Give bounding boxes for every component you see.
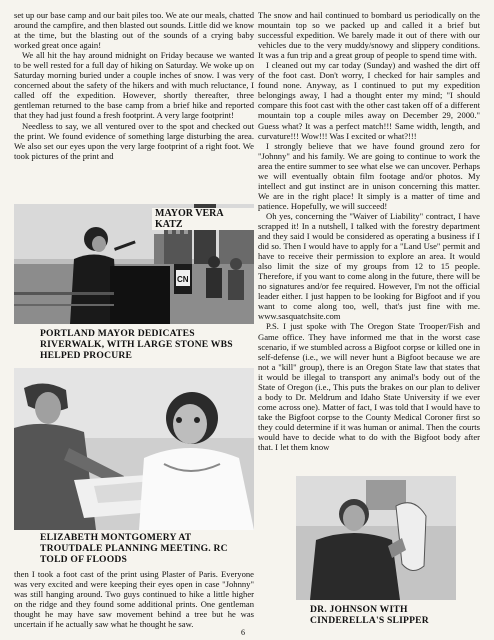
left-column-bottom-text xyxy=(14,569,254,629)
paragraph: P.S. I just spoke with The Oregon State Trooper/Fish and Game office. They have informed me that in the worst case scenario, if we stumbled across a Bigfoot corpse or killed one in self-defense (i.e., we will never hunt a Bigfoot because we are not a "kill" group), there is an Oregon State law that states that it would be illegal to transport any animal's body out of the State of Oregon (i.e., This puts the brakes on our plan to deliver a body to Dr. Meldrum and Idaho State University if we ever come across one). Matter of fact, I was told that I would have to take the Bigfoot corpse to the County Medical Coroner first so they could determine if it was human or animal. Then the courts would have to decide what to do with the Bigfoot body after that. I let them know xyxy=(258,321,480,453)
paragraph: Needless to say, we all ventured over to the spot and checked out the print. We found evidence of something large disturbing the area. We also set our eyes upon the very large footprint of a right foot. We took pictures of the print and xyxy=(14,120,254,161)
podium-sign: CN xyxy=(177,275,189,284)
paragraph: then I took a foot cast of the print using Plaster of Paris. Everyone was very excited and were keeping their eyes open in case "Johnny" was still hanging around. Two guys continued to hike a little higher on the ridge and they found some additional prints. One gentleman thought he may have saw movement behind a tree but he was uncertain if he actually saw what he thought he saw. xyxy=(14,569,254,630)
right-column-text xyxy=(258,10,480,452)
johnson-photo xyxy=(296,476,456,600)
paragraph: The snow and hail continued to bombard us periodically on the mountain top so we packed up and called it a brief but successful expedition. We barely made it out of there with our vehicles due to the very muddy/snowy and slippery conditions. It was a fun trip and a great group of people to spend time with. xyxy=(258,10,480,61)
mayor-photo xyxy=(14,204,254,324)
paragraph: We all hit the hay around midnight on Friday because we wanted to be well rested for a full day of hiking on Saturday. We woke up on Saturday morning buried under a couple inches of snow. I was very concerned about the safety of the hikers and with much reluctance, I called off the expedition. However, shortly thereafter, three gentleman returned to the base camp from a brief hike and reported that they had just found a fresh footprint. A very large footprint! xyxy=(14,50,254,121)
paragraph: I strongly believe that we have found ground zero for "Johnny" and his family. We are going to continue to work the area the entire summer to see what else we can uncover. Perhaps we will eventually obtain film footage and/or photos. My intellect and gut instinct are in unison concerning this matter. We are in the right place! It simply is a matter of time and patience. Hopefully, we will succeed! xyxy=(258,140,480,211)
paragraph: set up our base camp and our bait piles too. We ate our meals, chatted around the campfire, and then blasted out sounds. Little did we know at the time, but the blasting out of the sounds of a crying baby worked great once again! xyxy=(14,10,254,51)
paragraph: Oh yes, concerning the "Waiver of Liability" contract, I have scrapped it! In a nutshell, I talked with the forestry department and they said I would be considered as operating a business if I did so. Then I would have to apply for a "Land Use" permit and have to receive their permission to explore an area. It would also limit the size of my groups from 12 to 15 people. Therefore, if you want to come along in the future, there will be no signatures and/or fee required. However, I'm not the official leader either. I just happen to be looking for Bigfoot and if you want to come along too, well, that's just fine with me. www.sasquatchsite.com xyxy=(258,210,480,322)
montgomery-photo xyxy=(14,368,254,530)
montgomery-photo-caption: ELIZABETH MONTGOMERY AT TROUTDALE PLANNING MEETING. RC TOLD OF FLOODS xyxy=(40,532,228,565)
photo-inset-caption: MAYOR VERA KATZ xyxy=(152,208,254,230)
left-column-top-text xyxy=(14,10,254,161)
mayor-photo-caption: PORTLAND MAYOR DEDICATES RIVERWALK, WITH LARGE STONE WBS HELPED PROCURE xyxy=(40,328,233,361)
page-number: 6 xyxy=(241,628,245,637)
paragraph: I cleaned out my car today (Sunday) and washed the dirt off of the foot cast. Don't worry, I checked for hair samples and found none. Anyway, as I continued to put my expedition belongings away, I had a thought enter my mind; "I should compare this foot cast with the other cast taken off of a different mountain top a couple miles away on December 29, 2000." Guess what? It was a perfect match!!! Same width, length, and curvature!!! Wow!!! Was I excited or what?!!! xyxy=(258,60,480,141)
johnson-photo-caption: DR. JOHNSON WITH CINDERELLA'S SLIPPER xyxy=(310,604,429,626)
